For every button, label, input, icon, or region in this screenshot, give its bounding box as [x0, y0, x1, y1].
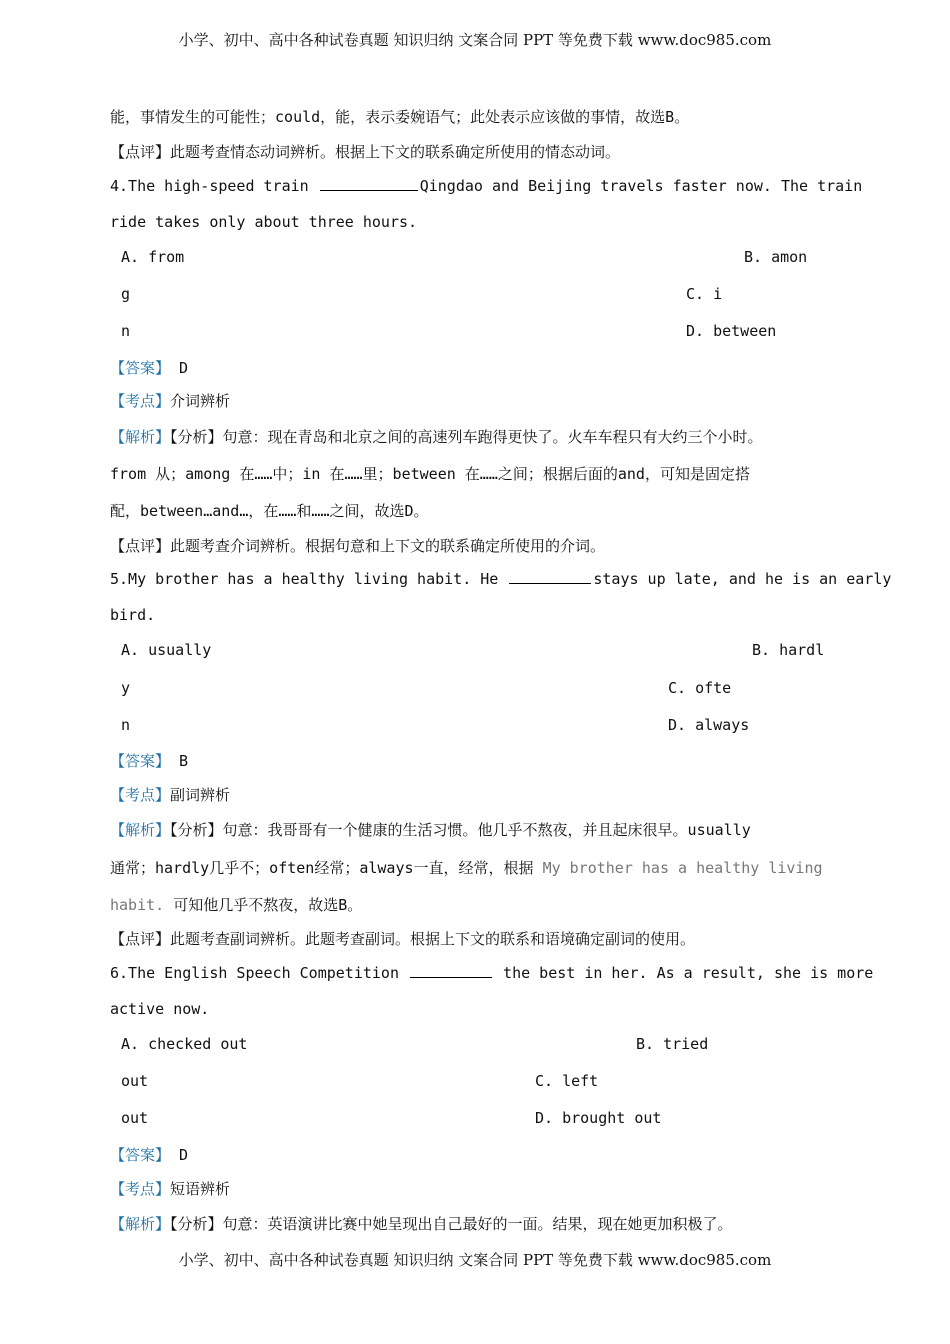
analysis-tag: 【解析】: [110, 428, 171, 446]
q6-option-d: D. brought out: [535, 1109, 662, 1127]
q4-comment: [110, 535, 605, 556]
q5-analysis-line1: [110, 819, 751, 840]
q6-option-c-wrap: out: [121, 1109, 149, 1127]
comment-text: 此题考查情态动词辨析。根据上下文的联系确定所使用的情态动词。: [170, 143, 621, 161]
q5-point-value: 副词辨析: [170, 786, 231, 804]
q5-analysis-quote: My brother has a healthy living: [542, 859, 823, 877]
q5-analysis-text3: 可知他几乎不熬夜，故选B。: [164, 896, 363, 914]
q5-option-c: C. ofte: [668, 679, 732, 697]
analysis-tag: 【解析】: [110, 821, 171, 839]
q4-blank: [320, 176, 418, 191]
q5-answer: [110, 750, 188, 771]
q5-stem: [110, 569, 891, 588]
q6-analysis-line1: [110, 1213, 733, 1234]
point-tag: 【考点】: [110, 1180, 171, 1198]
q5-point: [110, 784, 230, 805]
q4-point-value: 介词辨析: [170, 392, 231, 410]
analysis-subtag: 【分析】: [170, 428, 223, 446]
q6-analysis-text1: 句意：英语演讲比赛中她呈现出自己最好的一面。结果，现在她更加积极了。: [222, 1215, 733, 1233]
analysis-tag: 【解析】: [110, 1215, 171, 1233]
q5-analysis-text2: 通常；hardly几乎不；often经常；always一直，经常，根据: [110, 859, 543, 877]
q6-stem: [110, 963, 873, 982]
answer-tag: 【答案】: [110, 752, 171, 770]
comment-tag: 【点评】: [110, 537, 171, 555]
q4-option-a: A. from: [121, 248, 185, 266]
q6-stem-line2: active now.: [110, 1000, 210, 1018]
q6-answer: [110, 1144, 188, 1165]
q5-stem-part2: stays up late, and he is an early: [593, 570, 892, 588]
q4-option-c-wrap: n: [121, 322, 131, 340]
q4-stem-part2: Qingdao and Beijing travels faster now. The train: [419, 177, 863, 195]
q5-blank: [509, 569, 591, 584]
q4-point: [110, 390, 230, 411]
q6-stem-part2: the best in her. As a result, she is more: [494, 964, 874, 982]
q4-comment-text: 此题考查介词辨析。根据句意和上下文的联系确定所使用的介词。: [170, 537, 606, 555]
q4-option-c: C. i: [686, 285, 723, 303]
q6-point-value: 短语辨析: [170, 1180, 231, 1198]
q5-analysis-line2: [110, 857, 823, 878]
page-header: 小学、初中、高中各种试卷真题 知识归纳 文案合同 PPT 等免费下载 www.doc985.com: [178, 31, 772, 49]
q5-comment: [110, 928, 695, 949]
q5-stem-part1: 5.My brother has a healthy living habit. He: [110, 570, 508, 588]
q4-analysis-line1: [110, 426, 763, 447]
q6-option-a: A. checked out: [121, 1035, 248, 1053]
q5-option-c-wrap: n: [121, 716, 131, 734]
answer-tag: 【答案】: [110, 1146, 171, 1164]
q4-analysis-text1: 句意：现在青岛和北京之间的高速列车跑得更快了。火车车程只有大约三个小时。: [222, 428, 763, 446]
q4-analysis-line2: from 从；among 在……中；in 在……里；between 在……之间；根据后面的and，可知是固定搭: [110, 465, 750, 483]
analysis-subtag: 【分析】: [170, 821, 223, 839]
q6-option-c: C. left: [535, 1072, 599, 1090]
q6-blank: [410, 963, 492, 978]
q5-option-d: D. always: [668, 716, 750, 734]
q6-point: [110, 1178, 230, 1199]
q5-analysis-quote-end: habit.: [110, 896, 165, 914]
q4-option-d: D. between: [686, 322, 777, 340]
q4-stem-line2: ride takes only about three hours.: [110, 213, 418, 231]
q5-answer-value: B: [179, 752, 189, 770]
comment-line: [110, 141, 620, 162]
q4-stem-part1: 4.The high-speed train: [110, 177, 318, 195]
q5-analysis-line3: [110, 894, 362, 915]
q5-analysis-text1: 句意：我哥哥有一个健康的生活习惯。他几乎不熬夜，并且起床很早。usually: [222, 821, 751, 839]
q6-stem-part1: 6.The English Speech Competition: [110, 964, 409, 982]
q4-option-b: B. amon: [744, 248, 808, 266]
answer-tag: 【答案】: [110, 359, 171, 377]
point-tag: 【考点】: [110, 786, 171, 804]
point-tag: 【考点】: [110, 392, 171, 410]
q4-stem: [110, 176, 862, 195]
q5-option-b-wrap: y: [121, 679, 131, 697]
continuation-text: 能，事情发生的可能性；could，能，表示委婉语气；此处表示应该做的事情，故选B。: [110, 108, 690, 126]
page-footer: 小学、初中、高中各种试卷真题 知识归纳 文案合同 PPT 等免费下载 www.doc985.com: [178, 1251, 772, 1269]
q6-answer-value: D: [179, 1146, 189, 1164]
q5-comment-text: 此题考查副词辨析。此题考查副词。根据上下文的联系和语境确定副词的使用。: [170, 930, 696, 948]
q4-answer: [110, 357, 188, 378]
comment-tag: 【点评】: [110, 143, 171, 161]
q5-option-b: B. hardl: [752, 641, 825, 659]
q4-answer-value: D: [179, 359, 189, 377]
q5-option-a: A. usually: [121, 641, 212, 659]
q4-analysis-line3: 配，between…and…，在……和……之间，故选D。: [110, 502, 429, 520]
comment-tag: 【点评】: [110, 930, 171, 948]
q6-option-b: B. tried: [636, 1035, 709, 1053]
analysis-subtag: 【分析】: [170, 1215, 223, 1233]
q6-option-b-wrap: out: [121, 1072, 149, 1090]
q4-option-b-wrap: g: [121, 285, 131, 303]
q5-stem-line2: bird.: [110, 606, 156, 624]
